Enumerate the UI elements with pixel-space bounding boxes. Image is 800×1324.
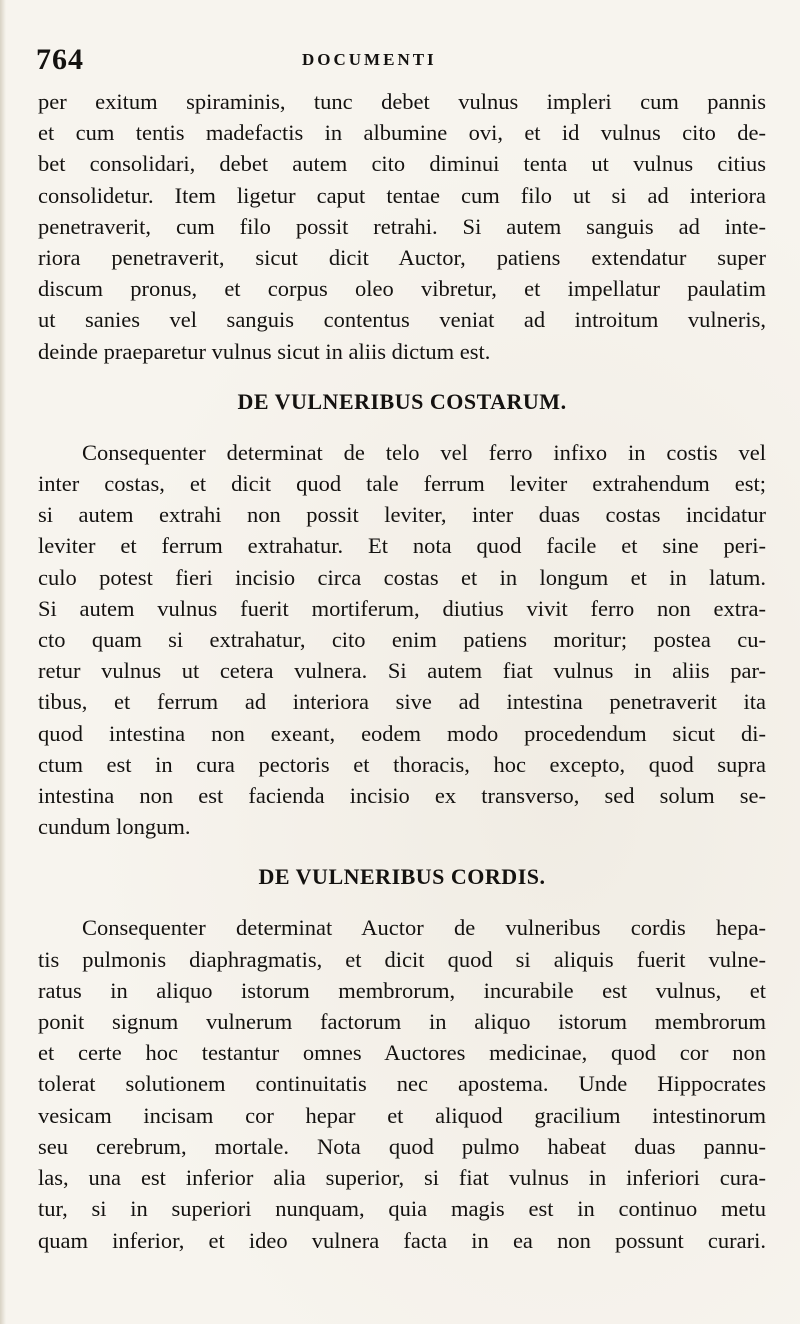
text-line: tis pulmonis diaphragmatis, et dicit quod si aliquis fuerit vulne-: [38, 946, 766, 972]
text-line: ctum est in cura pectoris et thoracis, hoc excepto, quod supra: [38, 751, 766, 777]
text-line: quam inferior, et ideo vulnera facta in ea non possunt curari.: [38, 1227, 766, 1253]
text-line: si autem extrahi non possit leviter, inter duas costas incidatur: [38, 502, 766, 528]
text-line: consolidetur. Item ligetur caput tentae cum filo ut si ad interiora: [38, 182, 766, 208]
text-line: quod intestina non exeant, eodem modo procedendum sicut di-: [38, 720, 766, 746]
text-line: penetraverit, cum filo possit retrahi. Si autem sanguis ad inte-: [38, 213, 766, 239]
text-line: Consequenter determinat Auctor de vulneribus cordis hepa-: [82, 915, 766, 941]
text-line: intestina non est facienda incisio ex transverso, sed solum se-: [38, 783, 766, 809]
text-line: retur vulnus ut cetera vulnera. Si autem fiat vulnus in aliis par-: [38, 658, 766, 684]
text-line: riora penetraverit, sicut dicit Auctor, patiens extendatur super: [38, 245, 766, 271]
text-line: Si autem vulnus fuerit mortiferum, diutius vivit ferro non extra-: [38, 595, 766, 621]
text-line: inter costas, et dicit quod tale ferrum leviter extrahendum est;: [38, 471, 766, 497]
text-line: bet consolidari, debet autem cito diminui tenta ut vulnus citius: [38, 151, 766, 177]
text-line: ponit signum vulnerum factorum in aliquo istorum membrorum: [38, 1009, 766, 1035]
text-line: tibus, et ferrum ad interiora sive ad intestina penetraverit ita: [38, 689, 766, 715]
text-line: vesicam incisam cor hepar et aliquod gracilium intestinorum: [38, 1102, 766, 1128]
text-line: cto quam si extrahatur, cito enim patiens moritur; postea cu-: [38, 627, 766, 653]
page-number: 764: [36, 43, 84, 76]
text-line: seu cerebrum, mortale. Nota quod pulmo habeat duas pannu-: [38, 1133, 766, 1159]
text-line: per exitum spiraminis, tunc debet vulnus impleri cum pannis: [38, 89, 766, 114]
section-heading-costarum: DE VULNERIBUS COSTARUM.: [237, 388, 567, 414]
page-header: [36, 40, 756, 80]
section-heading-cordis: DE VULNERIBUS CORDIS.: [258, 864, 546, 890]
text-line: deinde praeparetur vulnus sicut in aliis dictum est.: [38, 338, 491, 364]
paragraph-1: [38, 86, 766, 367]
page-body: [38, 86, 766, 1256]
text-line: discum pronus, et corpus oleo vibretur, et impellatur paulatim: [38, 276, 766, 302]
text-line: leviter et ferrum extrahatur. Et nota quod facile et sine peri-: [38, 533, 766, 559]
text-line: et certe hoc testantur omnes Auctores medicinae, quod cor non: [38, 1040, 766, 1066]
page-edge-shadow: [0, 0, 6, 1324]
paragraph-2: [38, 437, 766, 843]
text-line: tur, si in superiori nunquam, quia magis est in continuo metu: [38, 1196, 766, 1222]
running-head: DOCUMENTI: [302, 50, 437, 69]
text-line: ratus in aliquo istorum membrorum, incurabile est vulnus, et: [38, 977, 766, 1003]
text-line: culo potest fieri incisio circa costas et in longum et in latum.: [38, 564, 766, 590]
text-line: et cum tentis madefactis in albumine ovi, et id vulnus cito de-: [38, 120, 766, 146]
text-line: cundum longum.: [38, 814, 191, 840]
text-line: tolerat solutionem continuitatis nec apostema. Unde Hippocrates: [38, 1071, 766, 1097]
text-line: ut sanies vel sanguis contentus veniat ad introitum vulneris,: [38, 307, 766, 333]
text-line: las, una est inferior alia superior, si fiat vulnus in inferiori cura-: [38, 1165, 766, 1191]
text-line: Consequenter determinat de telo vel ferro infixo in costis vel: [82, 439, 766, 465]
paragraph-3: [38, 912, 766, 1255]
